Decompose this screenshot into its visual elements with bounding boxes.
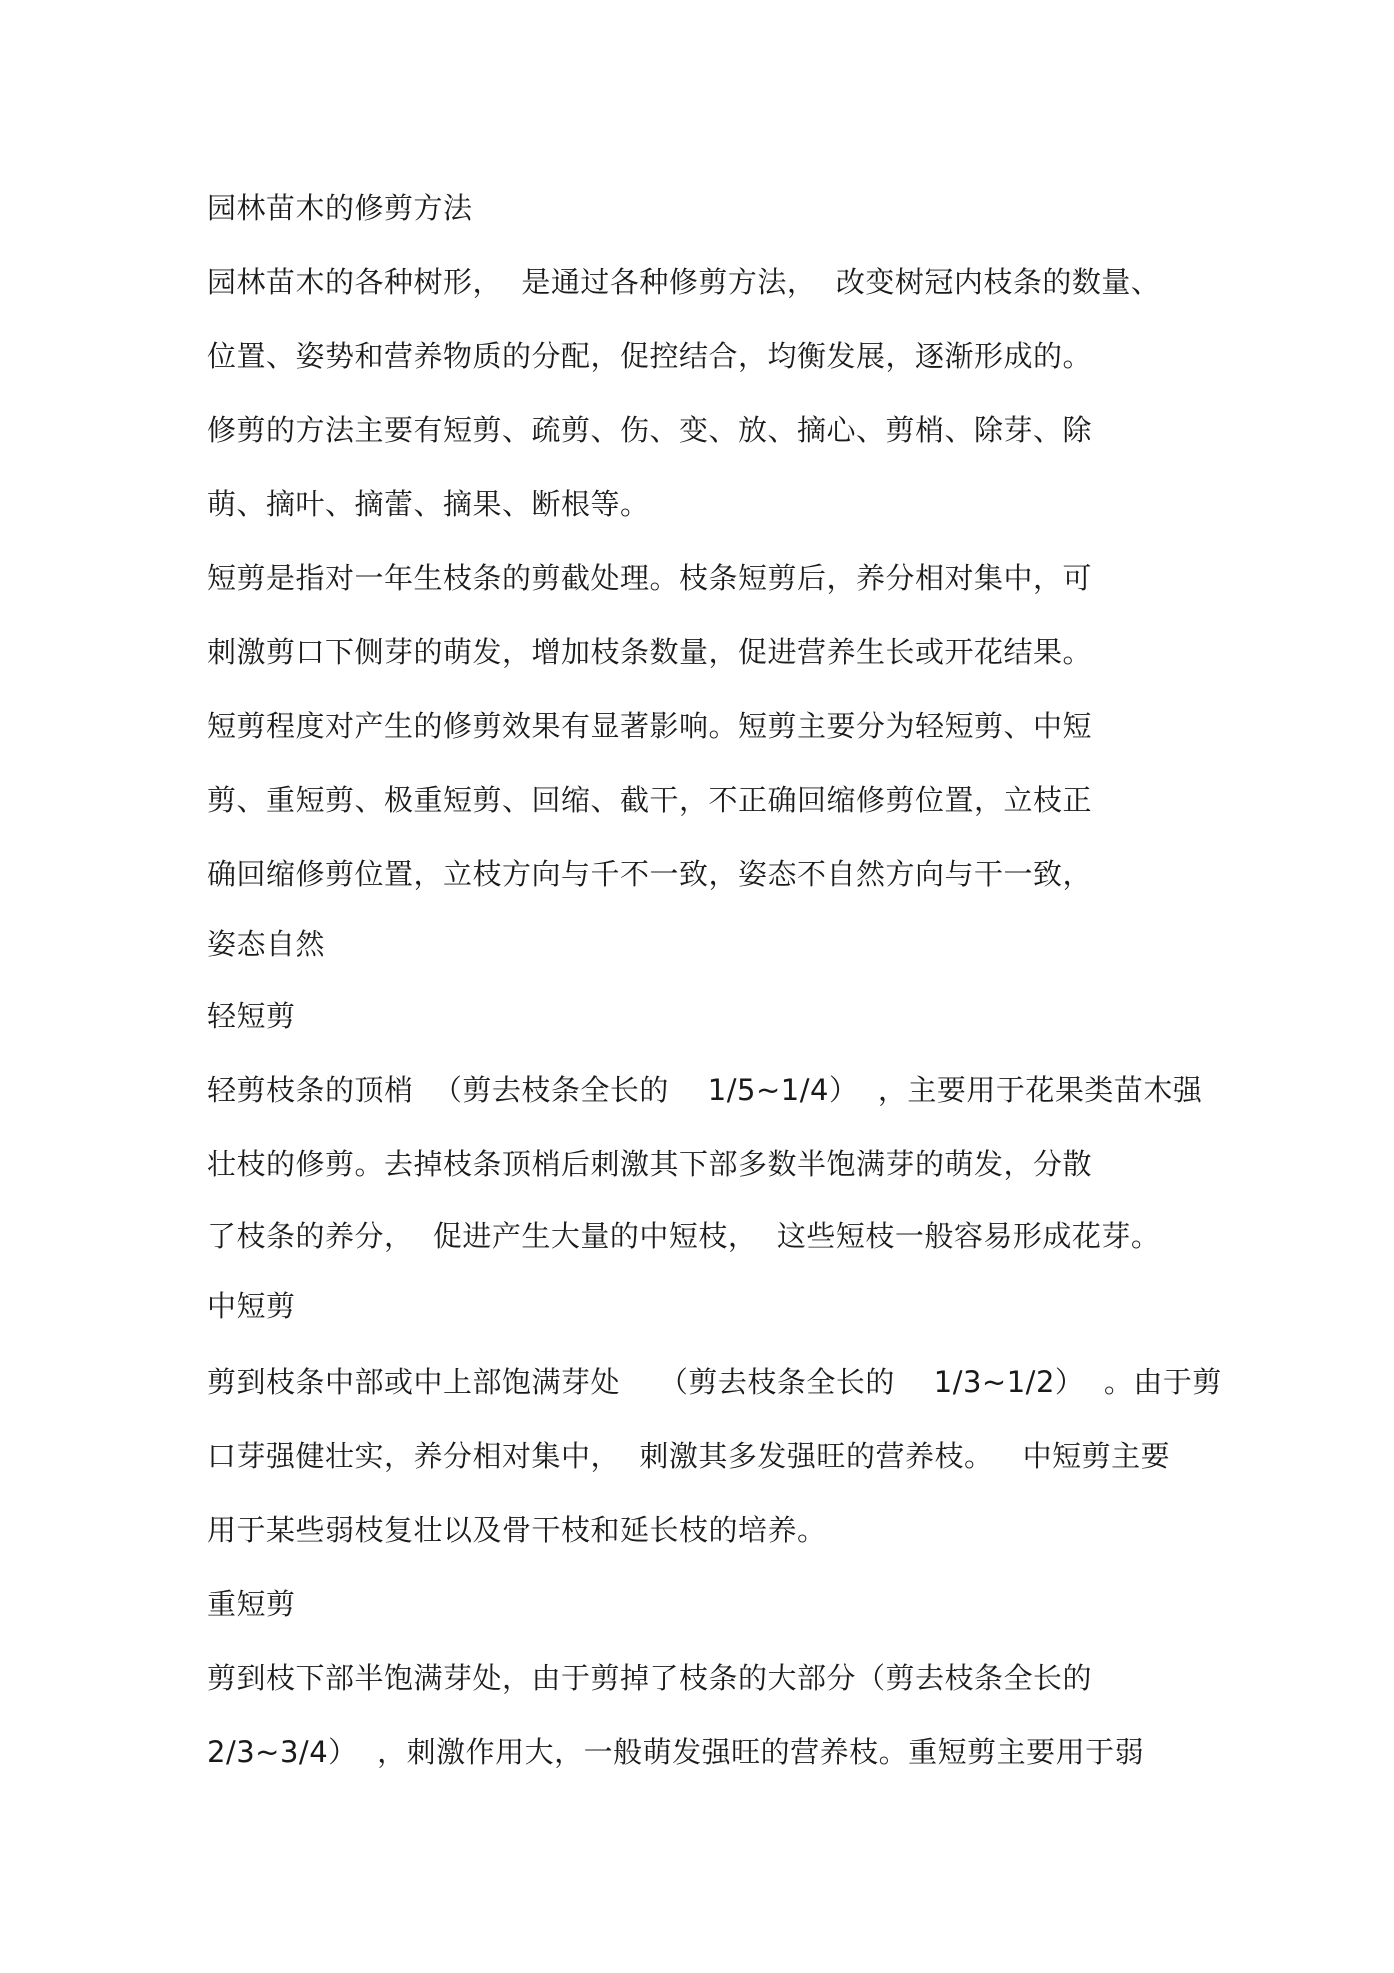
paragraph-line: 短剪是指对一年生枝条的剪截处理。枝条短剪后，养分相对集中，可 bbox=[207, 561, 1093, 595]
section-heading: 重短剪 bbox=[207, 1587, 296, 1621]
paragraph-line: 剪到枝下部半饱满芽处，由于剪掉了枝条的大部分（剪去枝条全长的 bbox=[207, 1661, 1093, 1695]
section-heading: 轻短剪 bbox=[207, 999, 296, 1033]
paragraph-line: 姿态自然 bbox=[207, 927, 326, 961]
paragraph-line: 壮枝的修剪。去掉枝条顶梢后刺激其下部多数半饱满芽的萌发，分散 bbox=[207, 1147, 1093, 1181]
paragraph-line: 位置、姿势和营养物质的分配，促控结合，均衡发展，逐渐形成的。 bbox=[207, 339, 1093, 373]
section-heading: 中短剪 bbox=[207, 1289, 296, 1323]
paragraph-line: 了枝条的养分， 促进产生大量的中短枝， 这些短枝一般容易形成花芽。 bbox=[207, 1219, 1161, 1253]
paragraph-line: 剪到枝条中部或中上部饱满芽处 （剪去枝条全长的 1/3~1/2） 。由于剪 bbox=[207, 1365, 1222, 1399]
paragraph-line: 用于某些弱枝复壮以及骨干枝和延长枝的培养。 bbox=[207, 1513, 827, 1547]
paragraph-line: 轻剪枝条的顶梢 （剪去枝条全长的 1/5~1/4） ，主要用于花果类苗木强 bbox=[207, 1073, 1203, 1107]
paragraph-line: 2/3~3/4） ，刺激作用大，一般萌发强旺的营养枝。重短剪主要用于弱 bbox=[207, 1735, 1145, 1769]
paragraph-line: 短剪程度对产生的修剪效果有显著影响。短剪主要分为轻短剪、中短 bbox=[207, 709, 1093, 743]
paragraph-line: 修剪的方法主要有短剪、疏剪、伤、变、放、摘心、剪梢、除芽、除 bbox=[207, 413, 1093, 447]
paragraph-line: 刺激剪口下侧芽的萌发，增加枝条数量，促进营养生长或开花结果。 bbox=[207, 635, 1093, 669]
paragraph-line: 口芽强健壮实，养分相对集中， 刺激其多发强旺的营养枝。 中短剪主要 bbox=[207, 1439, 1171, 1473]
paragraph-line: 萌、摘叶、摘蕾、摘果、断根等。 bbox=[207, 487, 650, 521]
paragraph-line: 园林苗木的各种树形， 是通过各种修剪方法， 改变树冠内枝条的数量、 bbox=[207, 265, 1161, 299]
paragraph-line: 确回缩修剪位置，立枝方向与千不一致，姿态不自然方向与干一致， bbox=[207, 857, 1093, 891]
paragraph-line: 剪、重短剪、极重短剪、回缩、截干，不正确回缩修剪位置，立枝正 bbox=[207, 783, 1093, 817]
document-title: 园林苗木的修剪方法 bbox=[207, 191, 473, 225]
